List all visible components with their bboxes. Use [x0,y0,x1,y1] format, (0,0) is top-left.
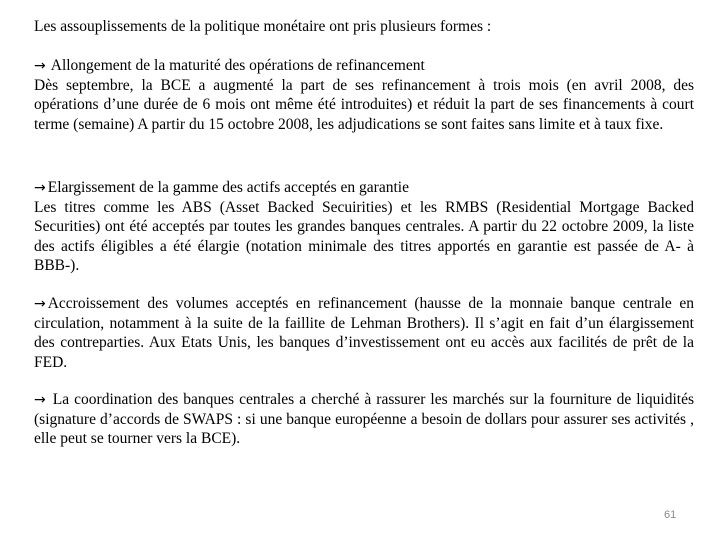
right-arrow-icon: → [34,58,46,74]
section-heading-text: Accroissement des volumes acceptés en refinancement (hausse de la monnaie banque centrale en circulation, notamment à la suite de la faillite de Lehman Brothers). Il s’agit en fait d’un élargissement des contreparties. Aux Etats Unis, les banques d’investissement ont eu accès aux facilités de prêt de la FED. [34,295,694,371]
section-body: Les titres comme les ABS (Asset Backed Secuirities) et les RMBS (Residential Mortgage Backed Securities) ont été acceptés par toutes les grandes banques centrales. A partir du 22 octobre 2009, la liste des actifs éligibles a été élargie (notation minimale des titres apportés en garantie est passée de A- à BBB-). [34,199,694,274]
right-arrow-icon: → [34,392,46,408]
section-heading [34,56,694,76]
section-heading [34,294,694,372]
section-heading [34,178,694,198]
page-number: 61 [664,509,677,521]
section-volumes [34,294,694,372]
section-heading-text: Allongement de la maturité des opérations de refinancement [47,57,425,74]
section-coordination [34,390,694,449]
right-arrow-icon: → [34,296,46,312]
section-heading-text: La coordination des banques centrales a cherché à rassurer les marchés sur la fourniture de liquidités (signature d’accords de SWAPS : si une banque européenne a besoin de dollars pour assurer ses activités , elle peut se tourner vers la BCE). [34,391,694,448]
section-collateral [34,178,694,275]
right-arrow-icon: → [34,180,46,196]
section-body: Dès septembre, la BCE a augmenté la part de ses refinancement à trois mois (en avril 2008, des opérations d’une durée de 6 mois ont même été introduites) et réduit la part de ses financements à court terme (semaine) A partir du 15 octobre 2008, les adjudications se sont faites sans limite et à taux fixe. [34,77,694,133]
section-heading [34,390,694,449]
intro-text: Les assouplissements de la politique monétaire ont pris plusieurs formes : [34,18,492,35]
section-heading-text: Elargissement de la gamme des actifs acceptés en garantie [47,179,409,196]
section-maturity [34,56,694,134]
